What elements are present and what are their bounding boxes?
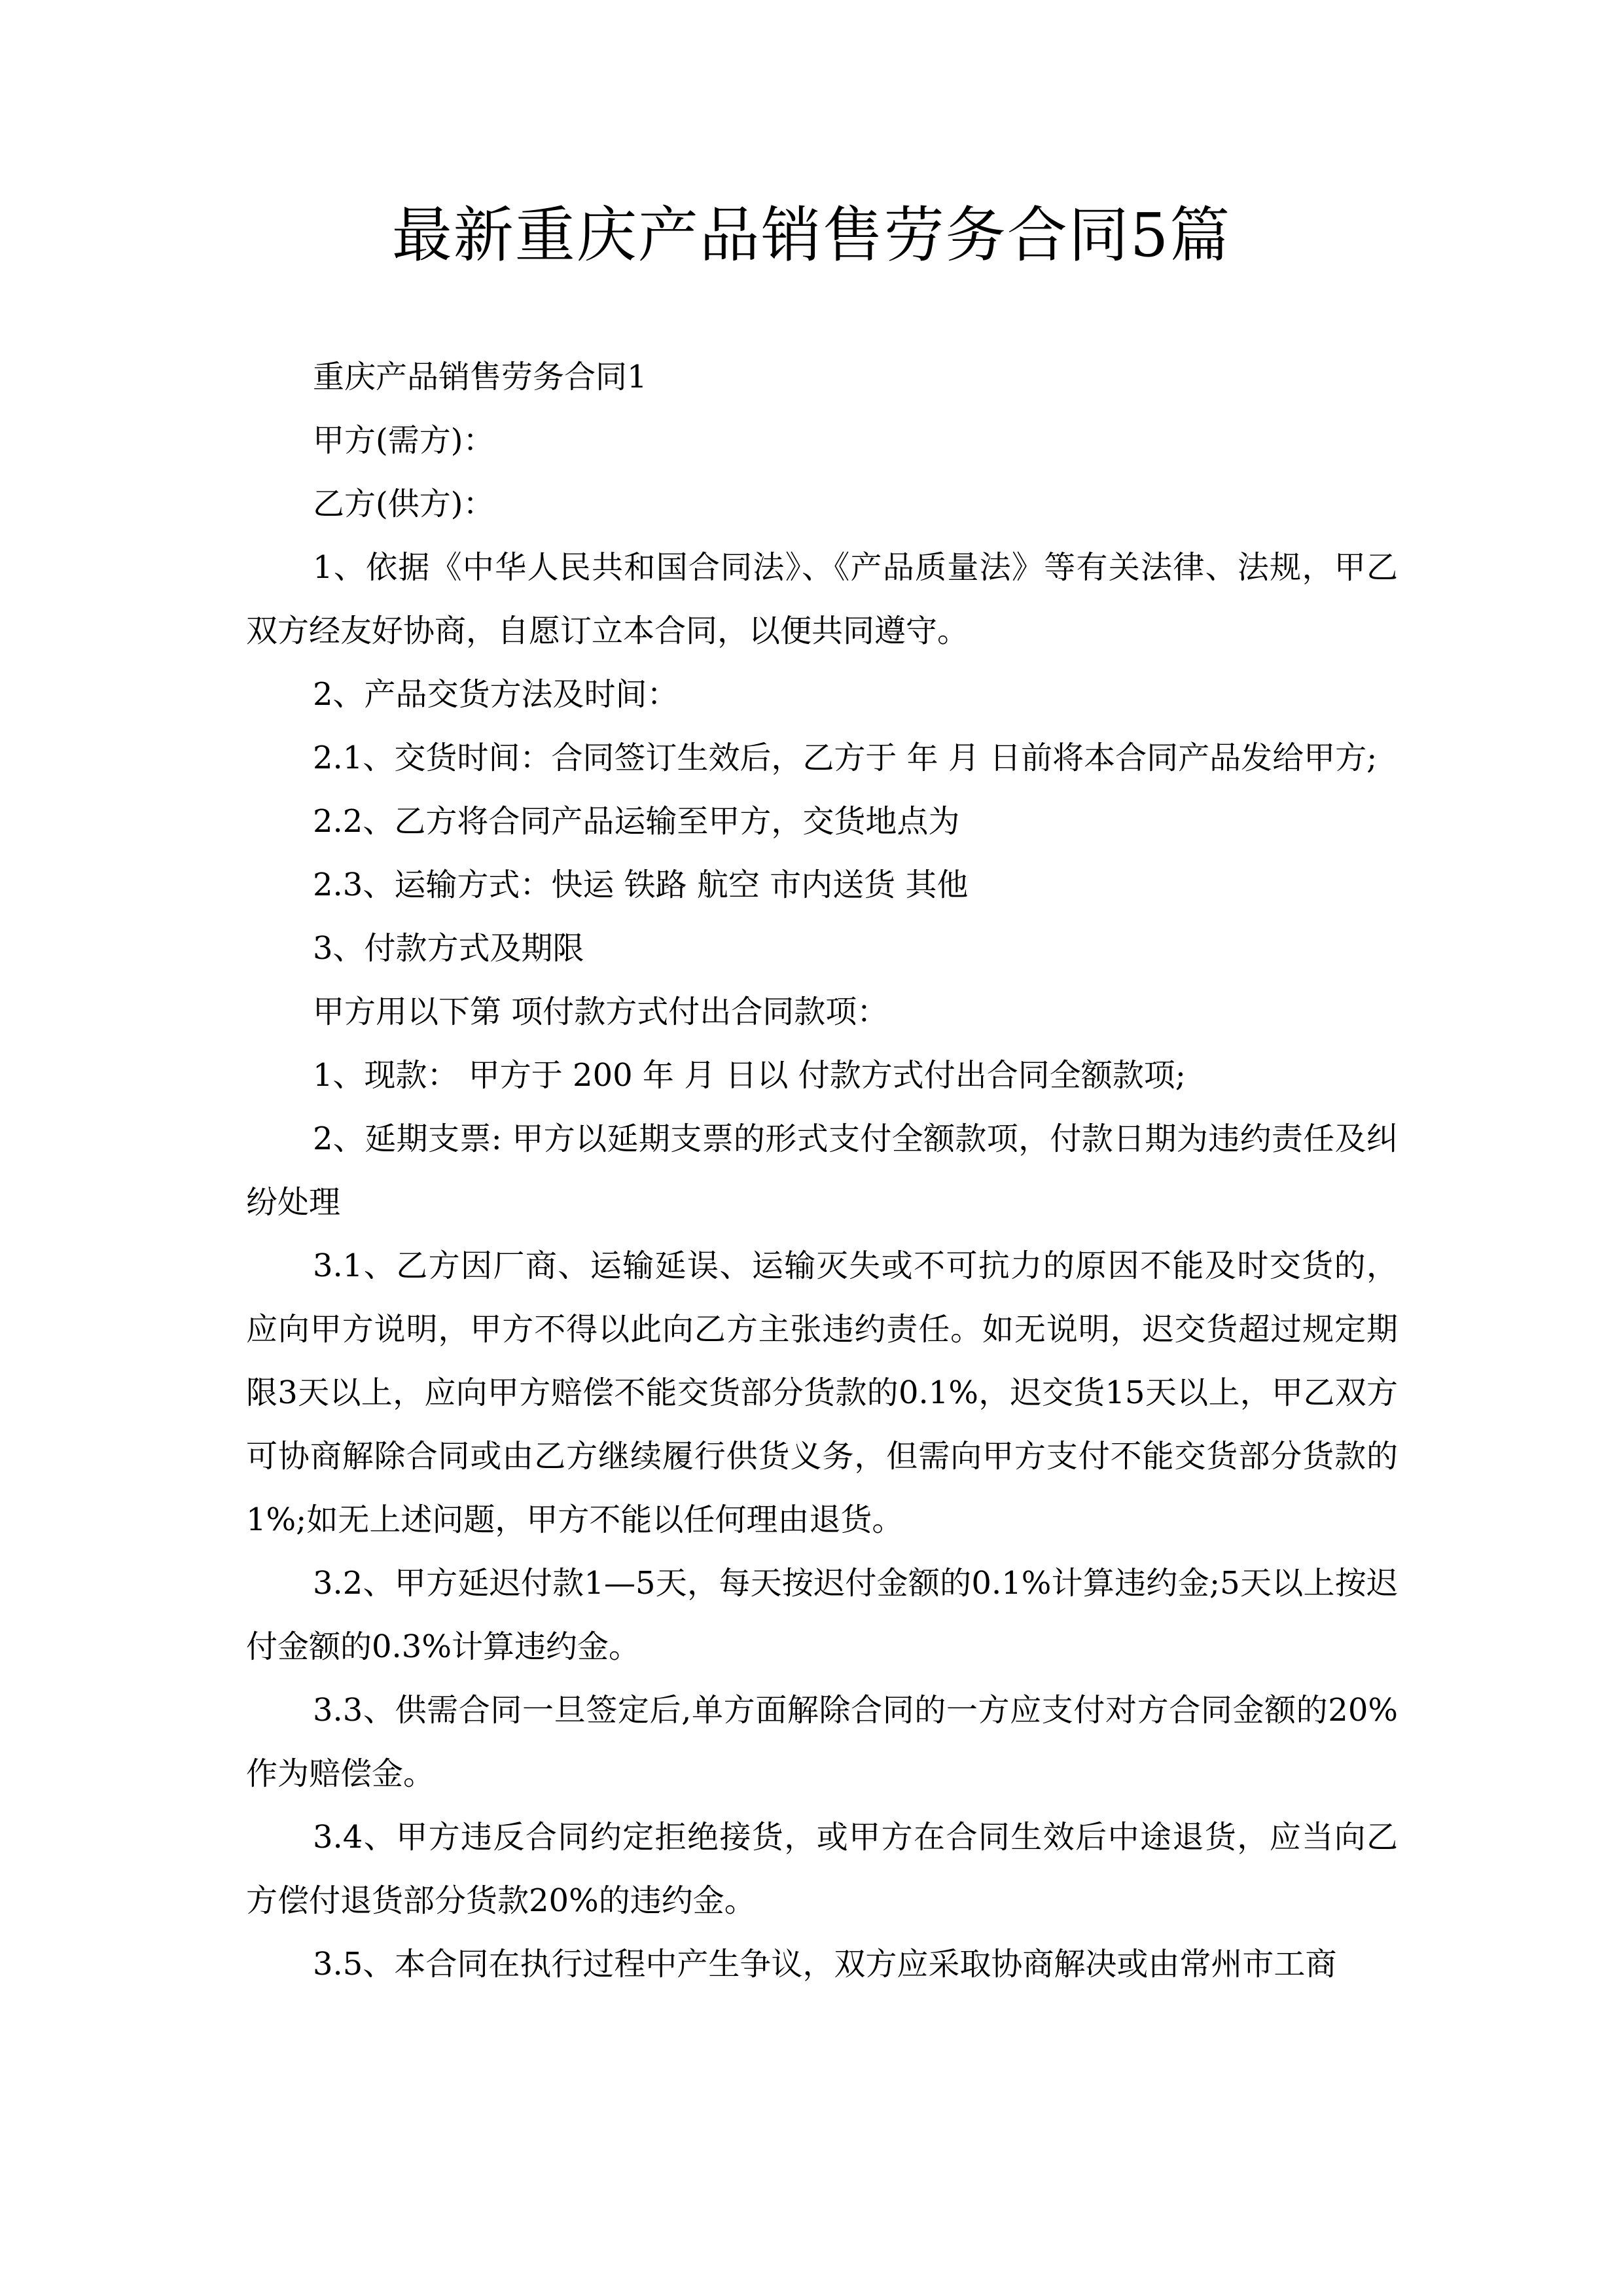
clause-2-delivery-heading: 2、产品交货方法及时间： — [313, 676, 679, 713]
payment-method-intro: 甲方用以下第 项付款方式付出合同款项： — [313, 994, 889, 1030]
party-b-line: 乙方(供方)： — [313, 486, 495, 522]
clause-3-payment-heading: 3、付款方式及期限 — [313, 930, 584, 967]
clause-2-3-transport-mode: 2.3、运输方式：快运 铁路 航空 市内送货 其他 — [313, 867, 969, 903]
clause-1-legal-basis: 1、依据《中华人民共和国合同法》、《产品质量法》等有关法律、法规，甲乙双方经友好协商，自愿订立本合同，以便共同遵守。 — [246, 549, 1398, 649]
document-title: 最新重庆产品销售劳务合同5篇 — [391, 200, 1232, 270]
contract-heading: 重庆产品销售劳务合同1 — [313, 359, 647, 395]
clause-2-1-delivery-time: 2.1、交货时间：合同签订生效后，乙方于 年 月 日前将本合同产品发给甲方; — [313, 740, 1378, 776]
clause-3-4-refusal: 3.4、甲方违反合同约定拒绝接货，或甲方在合同生效后中途退货，应当向乙方偿付退货部分货款20%的违约金。 — [246, 1819, 1398, 1919]
payment-deferred-check: 2、延期支票: 甲方以延期支票的形式支付全额款项，付款日期为违约责任及纠纷处理 — [246, 1121, 1398, 1221]
party-a-line: 甲方(需方)： — [313, 422, 495, 459]
payment-cash: 1、现款： 甲方于 200 年 月 日以 付款方式付出合同全额款项; — [313, 1057, 1186, 1094]
document-body — [246, 346, 1398, 1996]
clause-3-3-termination: 3.3、供需合同一旦签定后,单方面解除合同的一方应支付对方合同金额的20%作为赔偿金。 — [246, 1692, 1398, 1792]
clause-2-2-delivery-place: 2.2、乙方将合同产品运输至甲方，交货地点为 — [313, 803, 960, 840]
clause-3-2-late-payment: 3.2、甲方延迟付款1—5天，每天按迟付金额的0.1%计算违约金;5天以上按迟付金额的0.3%计算违约金。 — [246, 1565, 1398, 1665]
clause-3-5-dispute: 3.5、本合同在执行过程中产生争议，双方应采取协商解决或由常州市工商 — [313, 1946, 1337, 1982]
clause-3-1-late-delivery: 3.1、乙方因厂商、运输延误、运输灭失或不可抗力的原因不能及时交货的，应向甲方说明，甲方不得以此向乙方主张违约责任。如无说明，迟交货超过规定期限3天以上，应向甲方赔偿不能交货部分货款的0.1%，迟交货15天以上，甲乙双方可协商解除合同或由乙方继续履行供货义务，但需向甲方支付不能交货部分货款的1%;如无上述问题，甲方不能以任何理由退货。 — [246, 1247, 1398, 1538]
